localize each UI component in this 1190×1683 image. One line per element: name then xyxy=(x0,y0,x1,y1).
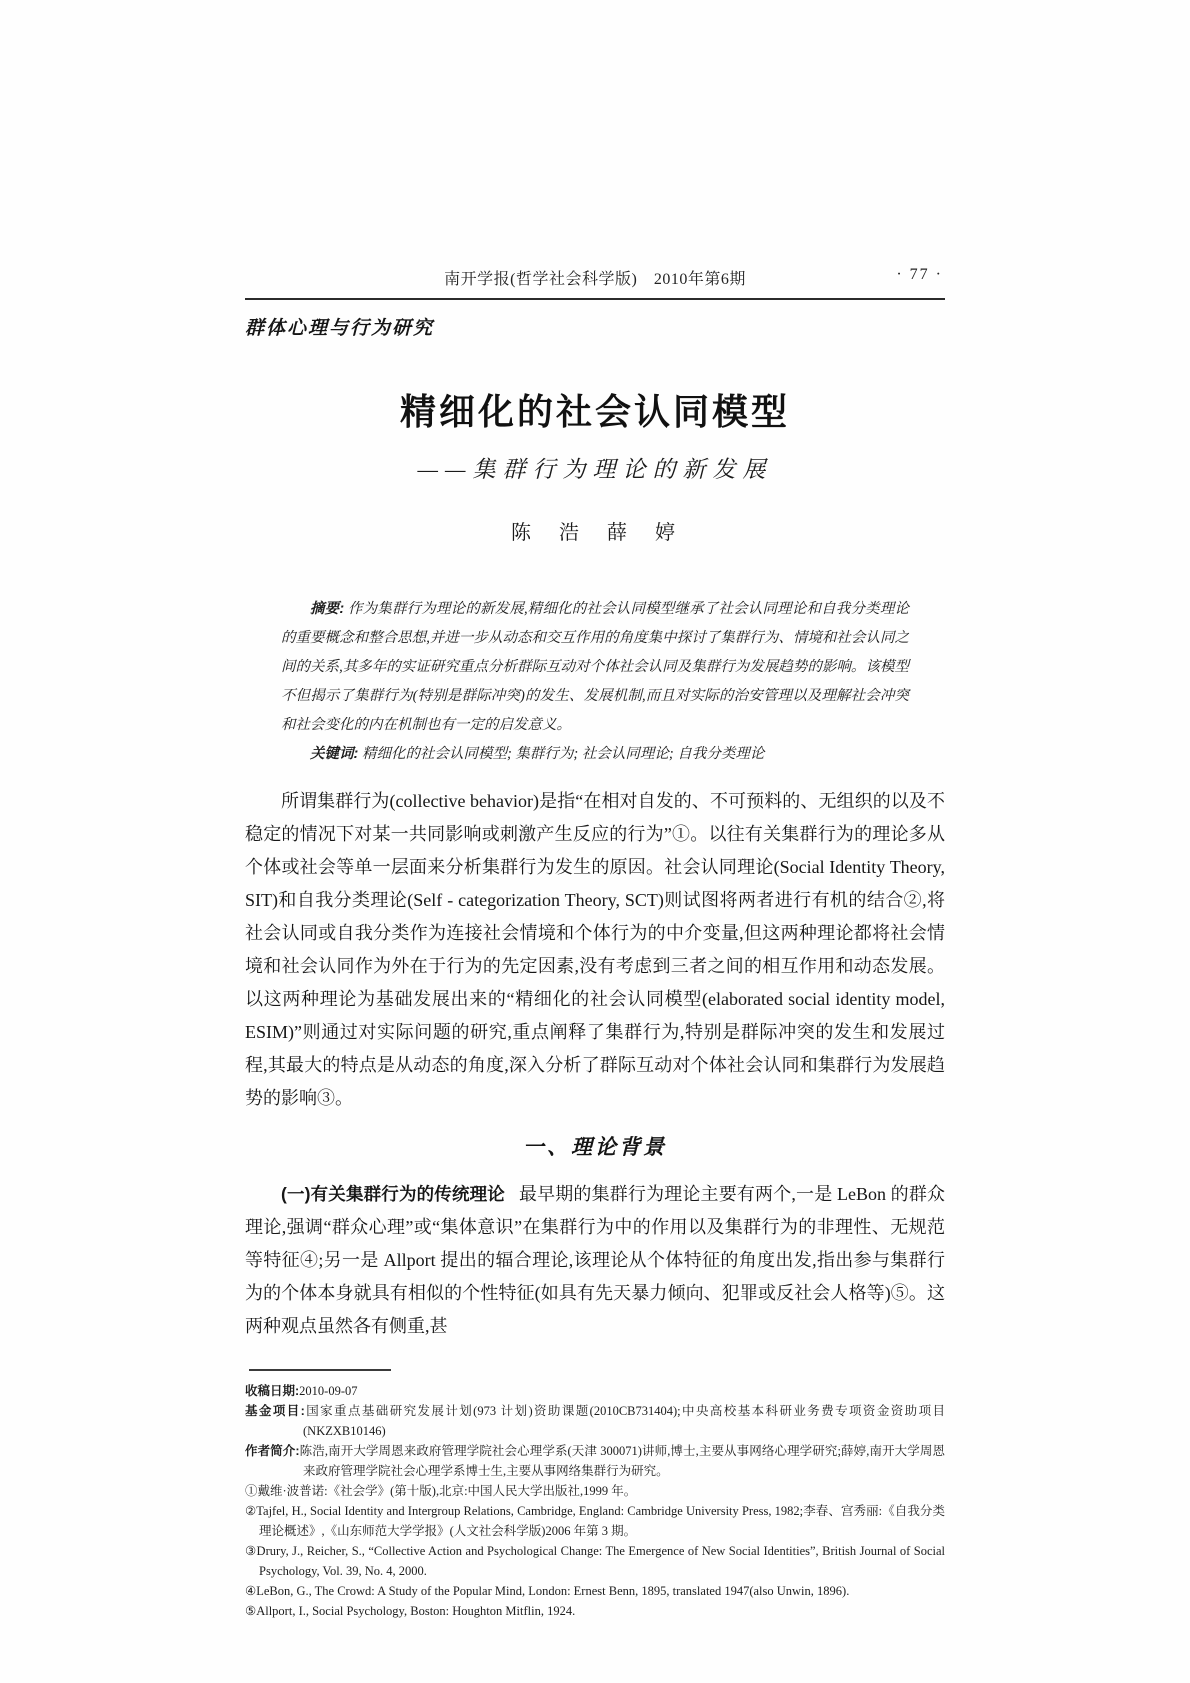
paragraph-2-text: 最早期的集群行为理论主要有两个,一是 LeBon 的群众理论,强调“群众心理”或“集体意识”在集群行为中的作用以及集群行为的非理性、无规范等特征④;另一是 Allport 提出的辐合理论,该理论从个体特征的角度出发,指出参与集群行为的个体本身就具有相似的个性特征(如具有先天暴力倾向、犯罪或反社会人格等)⑤。这两种观点虽然各有侧重,甚 xyxy=(245,1184,945,1336)
article-subtitle: ——集群行为理论的新发展 xyxy=(417,457,773,482)
body-paragraph-2 xyxy=(245,1178,945,1343)
keywords-label: 关键词: xyxy=(310,746,359,762)
section-heading-1: 一、理论背景 xyxy=(523,1135,667,1159)
footnote-separator xyxy=(249,1369,391,1371)
fund-line xyxy=(245,1401,945,1441)
body-paragraph-1: 所谓集群行为(collective behavior)是指“在相对自发的、不可预料的、无组织的以及不稳定的情况下对某一共同影响或刺激产生反应的行为”①。以往有关集群行为的理论多从个体或社会等单一层面来分析集群行为发生的原因。社会认同理论(Social Identity Theory, SIT)和自我分类理论(Self - categorization Theory, SCT)则试图将两者进行有机的结合②,将社会认同或自我分类作为连接社会情境和个体行为的中介变量,但这两种理论都将社会情境和社会认同作为外在于行为的先定因素,没有考虑到三者之间的相互作用和动态发展。以这两种理论为基础发展出来的“精细化的社会认同模型(elaborated social identity model, ESIM)”则通过对实际问题的研究,重点阐释了集群行为,特别是群际冲突的发生和发展过程,其最大的特点是从动态的角度,深入分析了群际互动对个体社会认同和集群行为发展趋势的影响③。 xyxy=(245,791,945,1108)
keywords-text: 精细化的社会认同模型; 集群行为; 社会认同理论; 自我分类理论 xyxy=(361,746,765,762)
article-title: 精细化的社会认同模型 xyxy=(399,391,790,432)
abstract-block xyxy=(245,595,945,769)
received-date-label: 收稿日期: xyxy=(245,1384,300,1398)
page-number: · 77 · xyxy=(896,266,943,283)
author-bio-text: 陈浩,南开大学周恩来政府管理学院社会心理学系(天津 300071)讲师,博士,主要从事网络心理学研究;薛婷,南开大学周恩来政府管理学院社会心理学系博士生,主要从事网络集群行为研究。 xyxy=(299,1444,945,1478)
journal-header: 南开学报(哲学社会科学版) 2010年第6期 xyxy=(444,271,746,288)
keywords-line xyxy=(281,740,909,769)
abstract-text: 作为集群行为理论的新发展,精细化的社会认同模型继承了社会认同理论和自我分类理论的重要概念和整合思想,并进一步从动态和交互作用的角度集中探讨了集群行为、情境和社会认同之间的关系,其多年的实证研究重点分析群际互动对个体社会认同及集群行为发展趋势的影响。该模型不但揭示了集群行为(特别是群际冲突)的发生、发展机制,而且对实际的治安管理以及理解社会冲突和社会变化的内在机制也有一定的启发意义。 xyxy=(281,601,909,733)
footnote-4: ④LeBon, G., The Crowd: A Study of the Popular Mind, London: Ernest Benn, 1895, translated 1947(also Unwin, 1896). xyxy=(245,1584,850,1598)
footnote-5: ⑤Allport, I., Social Psychology, Boston: Houghton Mitflin, 1924. xyxy=(245,1604,576,1618)
footnote-block xyxy=(245,1369,945,1621)
footnote-1: ①戴维·波普诺:《社会学》(第十版),北京:中国人民大学出版社,1999 年。 xyxy=(245,1484,637,1498)
page-content xyxy=(245,266,945,1621)
author-bio-line xyxy=(245,1441,945,1481)
paragraph-2-lead: (一)有关集群行为的传统理论 xyxy=(281,1184,505,1204)
received-date-line xyxy=(245,1381,945,1401)
authors: 陈 浩 薛 婷 xyxy=(511,522,679,544)
abstract-label: 摘要: xyxy=(310,601,345,617)
article-body xyxy=(245,785,945,1343)
running-head xyxy=(245,266,945,300)
footnote-3: ③Drury, J., Reicher, S., “Collective Action and Psychological Change: The Emergence of New Social Identities”, British Journal of Social Psychology, Vol. 39, No. 4, 2000. xyxy=(245,1544,945,1578)
fund-text: 国家重点基础研究发展计划(973 计划)资助课题(2010CB731404);中央高校基本科研业务费专项资金资助项目(NKZXB10146) xyxy=(303,1404,945,1438)
footnote-2: ②Tajfel, H., Social Identity and Intergroup Relations, Cambridge, England: Cambridge University Press, 1982;李春、宫秀丽:《自我分类理论概述》,《山东师范大学学报》(人文社会科学版)2006 年第 3 期。 xyxy=(245,1504,945,1538)
column-label: 群体心理与行为研究 xyxy=(245,318,435,339)
fund-label: 基金项目: xyxy=(245,1404,305,1418)
author-bio-label: 作者简介: xyxy=(245,1444,300,1458)
abstract-paragraph xyxy=(281,595,909,740)
received-date-value: 2010-09-07 xyxy=(299,1384,358,1398)
